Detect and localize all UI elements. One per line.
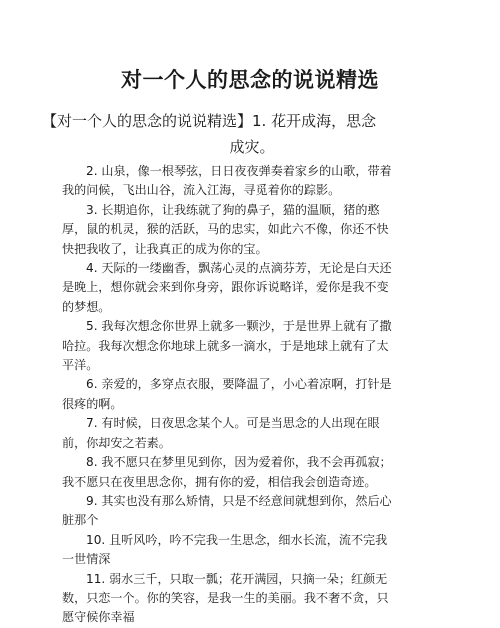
paragraph-2: 2. 山泉，像一根琴弦，日日夜夜弹奏着家乡的山歌，带着我的问候，飞出山谷，流入江海，寻觅着你的踪影。 xyxy=(62,164,392,198)
paragraph-11: 11. 弱水三千，只取一瓢；花开满园，只摘一朵；红颜无数，只恋一个。你的笑容，是我一生的美丽。我不奢不贪，只愿守候你幸福 xyxy=(62,571,389,625)
paragraph-4: 4. 天际的一缕幽香，飘荡心灵的点滴芬芳，无论是白天还是晚上，想你就会来到你身旁，跟你诉说略详，爱你是我不变的梦想。 xyxy=(62,261,392,314)
paragraph-3: 3. 长期追你，让我练就了狗的鼻子，猫的温顺，猪的憨厚，鼠的机灵，猴的活跃，马的忠实，如此六不像，你还不快快把我收了，让我真正的成为你的宝。 xyxy=(62,202,389,256)
paragraph-8: 8. 我不愿只在梦里见到你，因为爱着你，我不会再孤寂；我不愿只在夜里思念你，拥有你的爱，相信我会创造奇迹。 xyxy=(62,455,392,489)
subtitle xyxy=(42,108,462,160)
paragraph-9: 9. 其实也没有那么矫情，只是不经意间就想到你，然后心脏那个 xyxy=(62,493,392,528)
paragraph-5: 5. 我每次想念你世界上就多一颗沙，于是世界上就有了撒哈拉。我每次想念你地球上就多一滴水，于是地球上就有了太平洋。 xyxy=(62,319,392,373)
article-body xyxy=(62,162,398,628)
paragraph-6: 6. 亲爱的，多穿点衣服，要降温了，小心着凉啊，打针是很疼的啊。 xyxy=(62,377,392,411)
paragraph-7: 7. 有时候，日夜思念某个人。可是当思念的人出现在眼前，你却安之若素。 xyxy=(62,416,380,450)
subtitle-line-1: 【对一个人的思念的说说精选】1. 花开成海，思念 xyxy=(42,112,377,130)
page-title: 对一个人的思念的说说精选 xyxy=(121,68,379,92)
subtitle-line-2: 成灾。 xyxy=(229,138,275,156)
paragraph-10: 10. 且听风吟，吟不完我一生思念，细水长流，流不完我一世情深 xyxy=(62,532,388,567)
